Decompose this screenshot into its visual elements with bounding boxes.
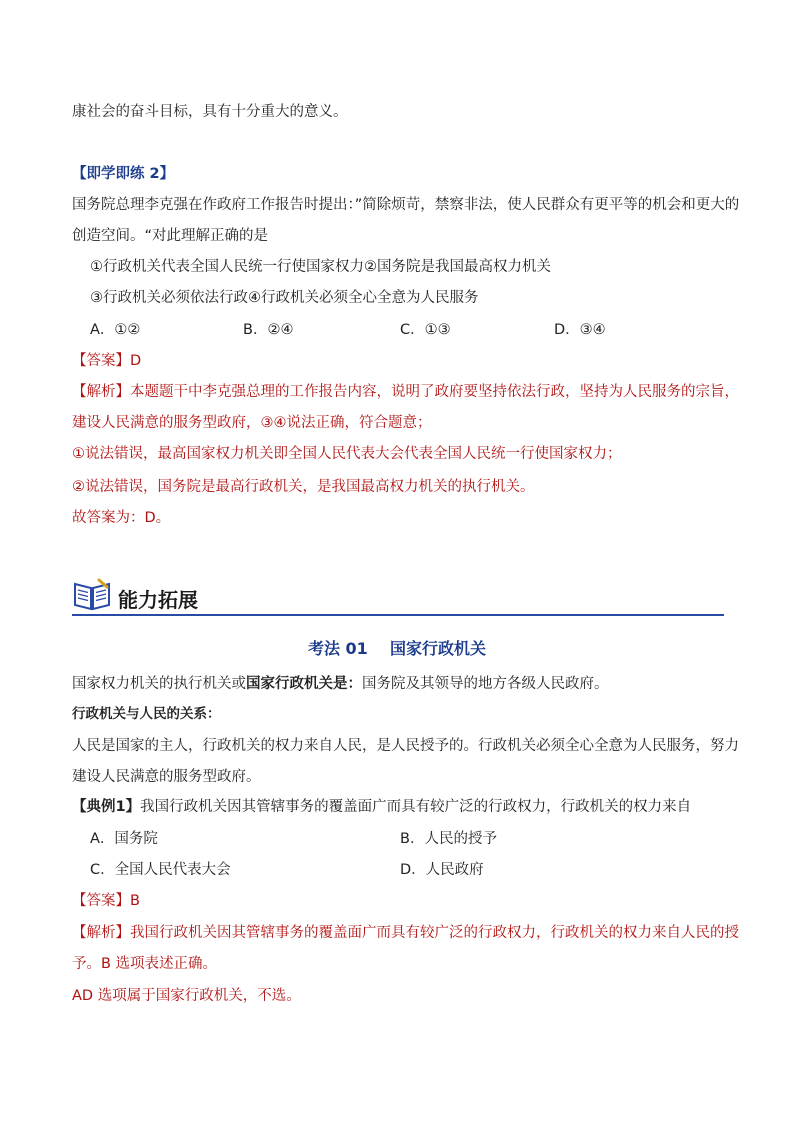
practice-option-c: C．①③: [400, 322, 451, 338]
example-stem-text: 我国行政机关因其管辖事务的覆盖面广而具有较广泛的行政权力，行政机关的权力来自: [140, 799, 692, 815]
analysis-label: 【解析】: [72, 384, 130, 400]
practice-item-line-1: ①行政机关代表全国人民统一行使国家权力②国务院是我国最高权力机关: [90, 259, 551, 275]
answer-label: 【答案】: [72, 353, 130, 369]
practice-conclusion: 故答案为：D。: [72, 510, 171, 526]
practice-analysis-line-2: 建设人民满意的服务型政府，③④说法正确，符合题意；: [72, 415, 432, 431]
section-header: [72, 572, 724, 616]
analysis-text: 本题题干中李克强总理的工作报告内容，说明了政府要坚持依法行政，坚持为人民服务的宗旨，: [130, 384, 739, 400]
practice-item-line-2: ③行政机关必须依法行政④行政机关必须全心全意为人民服务: [90, 290, 479, 306]
practice-stem-line-1: 国务院总理李克强在作政府工作报告时提出：”简除烦苛，禁察非法，使人民群众有更平等的机会和更大的: [72, 197, 740, 213]
section-divider: [72, 614, 724, 616]
definition-line: [72, 674, 609, 694]
example-answer-value: B: [130, 893, 140, 909]
example-option-c: C．全国人民代表大会: [90, 862, 231, 878]
practice-option-a: A．①②: [90, 322, 141, 338]
continued-paragraph: 康社会的奋斗目标，具有十分重大的意义。: [72, 104, 348, 120]
relation-line-1: 人民是国家的主人，行政机关的权力来自人民，是人民授予的。行政机关必须全心全意为人民服务，努力: [72, 738, 739, 754]
example-label: 【典例1】: [72, 799, 141, 815]
method-title: 考法 01 国家行政机关: [307, 639, 487, 658]
definition-term: 国家行政机关是：: [246, 676, 362, 692]
example-stem: [72, 797, 691, 817]
definition-suffix: 国务院及其领导的地方各级人民政府。: [362, 676, 609, 692]
practice-analysis-line-3: ①说法错误，最高国家权力机关即全国人民代表大会代表全国人民统一行使国家权力；: [72, 446, 622, 462]
example-analysis-line-2: 予。B 选项表述正确。: [72, 956, 218, 972]
example-option-a: A．国务院: [90, 831, 158, 847]
example-analysis-line-1: [72, 923, 739, 943]
example-answer: [72, 891, 140, 911]
example-analysis-text: 我国行政机关因其管辖事务的覆盖面广而具有较广泛的行政权力，行政机关的权力来自人民的授: [130, 925, 739, 941]
answer-value: D: [130, 353, 142, 369]
example-answer-label: 【答案】: [72, 893, 130, 909]
section-title: 能力拓展: [118, 588, 198, 612]
practice-analysis-line-1: [72, 382, 739, 402]
example-analysis-line-3: AD 选项属于国家行政机关，不选。: [72, 988, 301, 1004]
definition-prefix: 国家权力机关的执行机关或: [72, 676, 246, 692]
practice-analysis-line-4: ②说法错误，国务院是最高行政机关，是我国最高权力机关的执行机关。: [72, 479, 535, 495]
practice-option-b: B．②④: [243, 322, 294, 338]
open-book-icon: [72, 578, 112, 612]
relation-heading: 行政机关与人民的关系：: [72, 706, 221, 722]
practice-answer: [72, 351, 141, 371]
example-option-d: D．人民政府: [400, 862, 484, 878]
practice-heading: 【即学即练 2】: [72, 166, 175, 182]
practice-stem-line-2: 创造空间。“对此理解正确的是: [72, 228, 269, 244]
example-analysis-label: 【解析】: [72, 925, 130, 941]
example-option-b: B．人民的授予: [400, 831, 497, 847]
practice-option-d: D．③④: [554, 322, 606, 338]
relation-line-2: 建设人民满意的服务型政府。: [72, 769, 261, 785]
